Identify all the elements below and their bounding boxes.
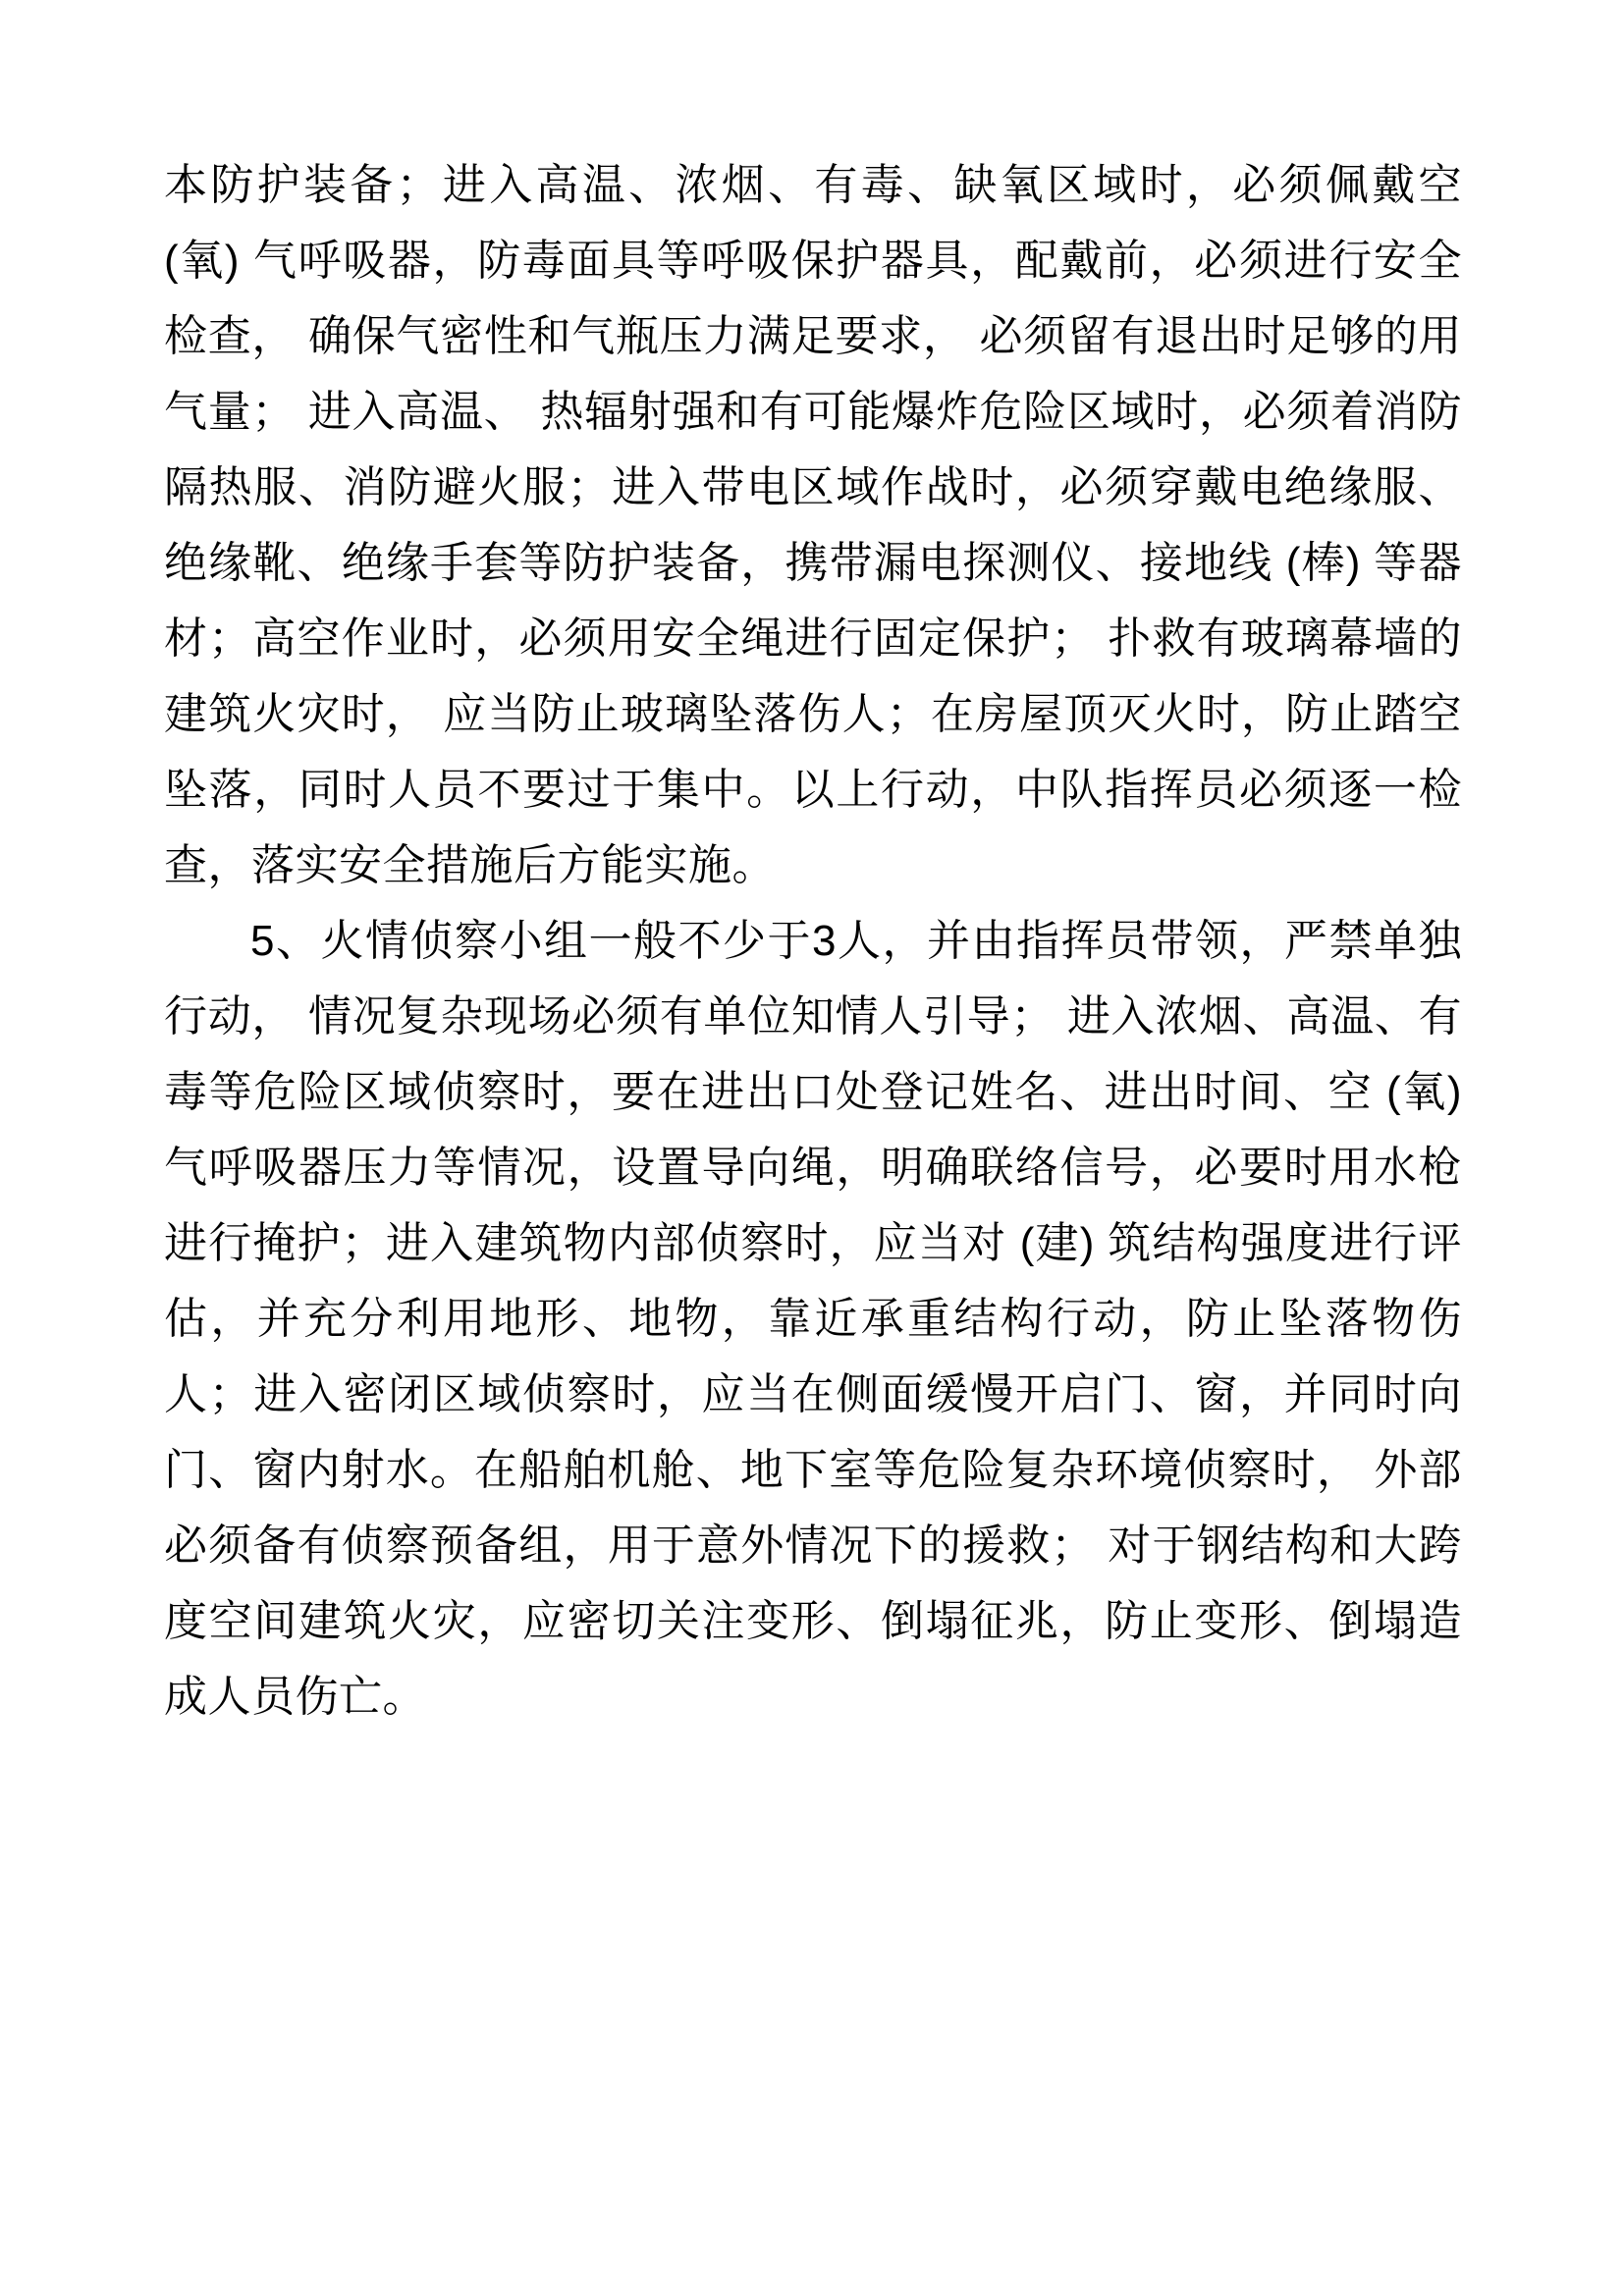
paragraph-protective-equipment: 本防护装备；进入高温、浓烟、有毒、缺氧区域时，必须佩戴空 (氧) 气呼吸器，防毒面具等呼吸保护器具，配戴前，必须进行安全检查， 确保气密性和气瓶压力满足要求， 必须留有退出时足够的用气量； 进入高温、 热辐射强和有可能爆炸危险区域时，必须着消防隔热服、消防避火服；进入带电区域作战时，必须穿戴电绝缘服、绝缘靴、绝缘手套等防护装备，携带漏电探测仪、接地线 (棒) 等器材；高空作业时，必须用安全绳进行固定保护； 扑救有玻璃幕墙的建筑火灾时， 应当防止玻璃坠落伤人；在房屋顶灭火时，防止踏空坠落，同时人员不要过于集中。以上行动，中队指挥员必须逐一检查，落实安全措施后方能实施。 <box>164 161 1462 889</box>
paragraph-fire-reconnaissance: 5、火情侦察小组一般不少于3人，并由指挥员带领，严禁单独行动， 情况复杂现场必须有单位知情人引导； 进入浓烟、高温、有毒等危险区域侦察时，要在进出口处登记姓名、进出时间、空 (氧) 气呼吸器压力等情况，设置导向绳，明确联络信号，必要时用水枪进行掩护；进入建筑物内部侦察时，应当对 (建) 筑结构强度进行评估，并充分利用地形、地物，靠近承重结构行动，防止坠落物伤人；进入密闭区域侦察时，应当在侧面缓慢开启门、窗，并同时向门、窗内射水。在船舶机舱、地下室等危险复杂环境侦察时， 外部必须备有侦察预备组，用于意外情况下的援救； 对于钢结构和大跨度空间建筑火灾，应密切关注变形、倒塌征兆，防止变形、倒塌造成人员伤亡。 <box>164 917 1462 1721</box>
